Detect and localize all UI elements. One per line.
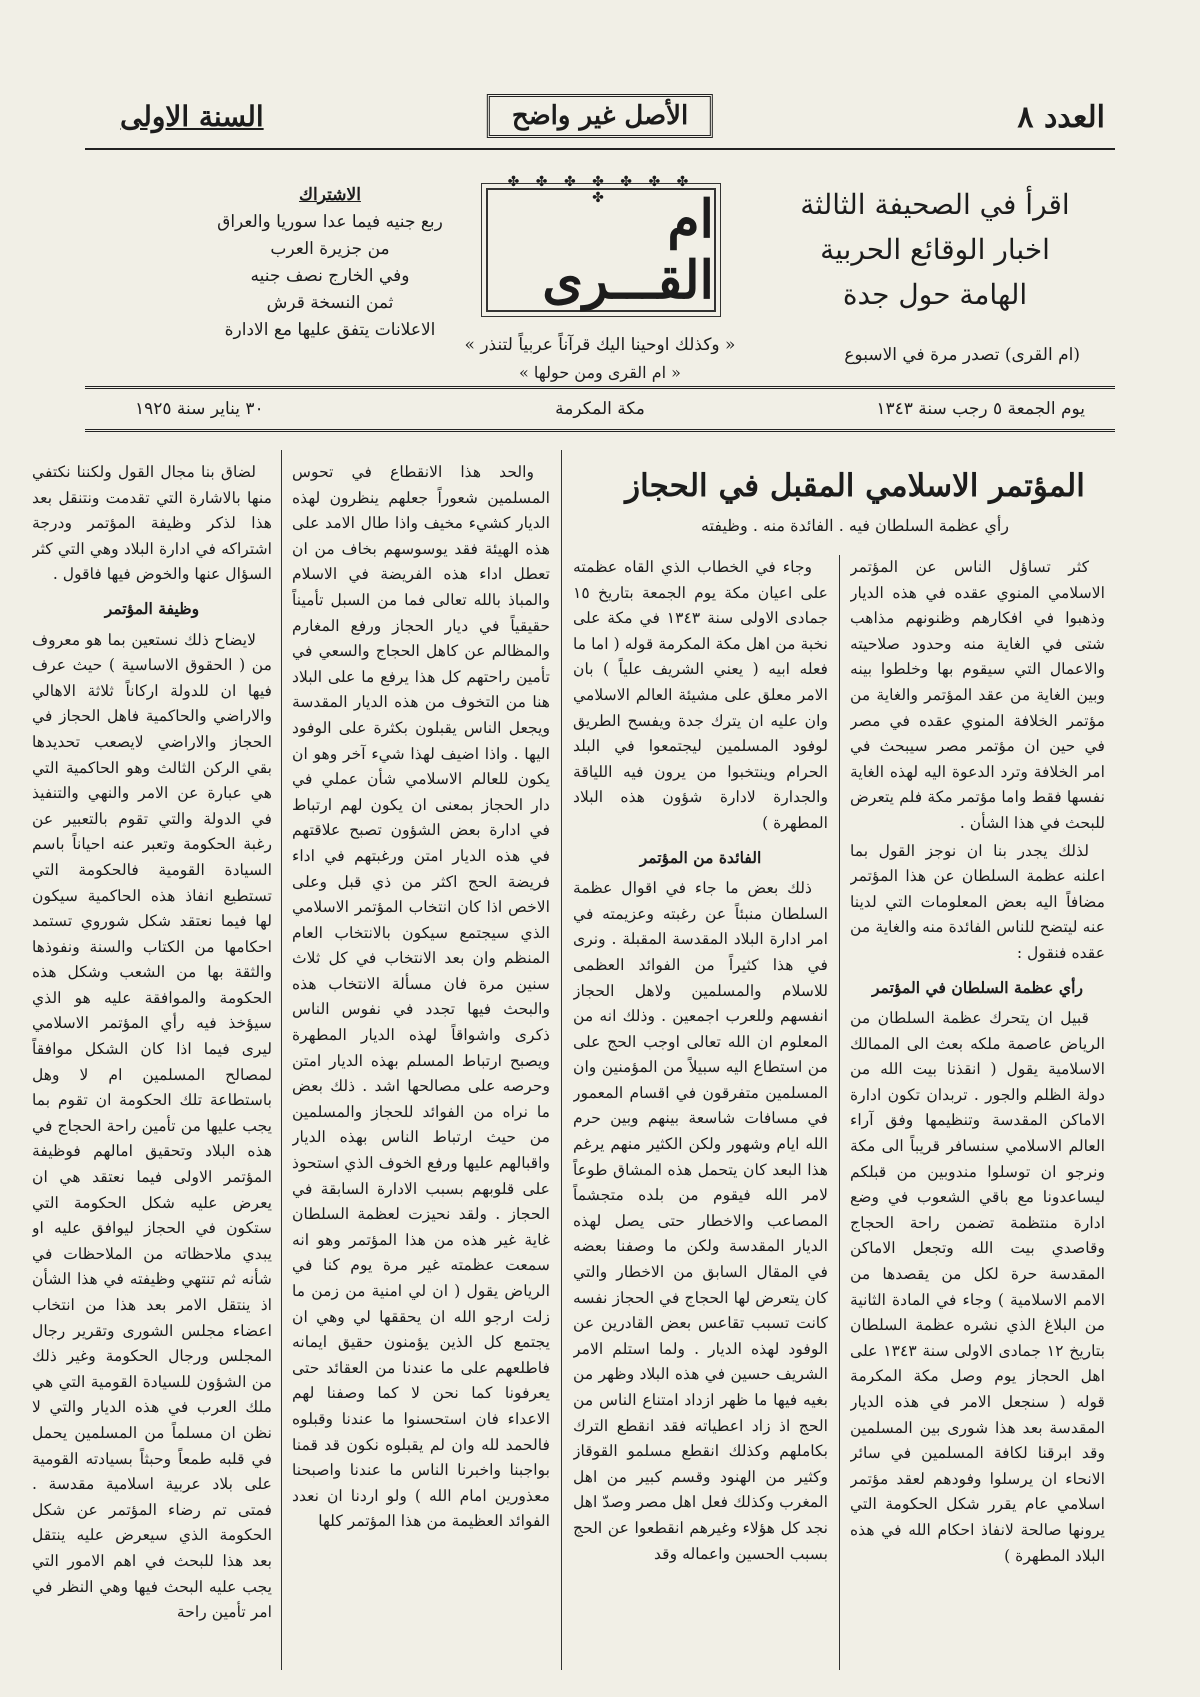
paragraph: لذلك يجدر بنا ان نوجز القول بما اعلنه عظمة السلطان عن هذا المؤتمر مضافاً اليه بعض المعلومات التي لدينا عنه ليتضح للناس الفائدة منه والغاية من عقده فنقول :	[850, 841, 1105, 962]
motto-line: « وكذلك اوحينا اليك قرآناً عربياً لتنذر »	[464, 335, 736, 355]
promo-line: اقرأ في الصحيفة الثالثة	[800, 188, 1070, 221]
subscription-box	[150, 182, 510, 344]
header-rule	[85, 148, 1115, 150]
subscription-line: وفي الخارج نصف جنيه	[250, 266, 410, 286]
subscription-heading: الاشتراك	[299, 185, 361, 205]
subscription-line: ثمن النسخة قرش	[266, 293, 394, 313]
article-column-1	[850, 555, 1105, 1670]
dateline-hijri: يوم الجمعة ٥ رجب سنة ١٣٤٣	[876, 399, 1085, 419]
article-headline: المؤتمر الاسلامي المقبل في الحجاز	[625, 468, 1085, 504]
article-column-3	[292, 460, 550, 1670]
section-subhead: رأي عظمة السلطان في المؤتمر	[872, 977, 1083, 997]
masthead-frame	[486, 174, 716, 312]
masthead-title: ام القـــرى	[542, 189, 714, 311]
section-subhead: الفائدة من المؤتمر	[639, 847, 762, 867]
article-column-2	[573, 555, 828, 1670]
paragraph: ذلك بعض ما جاء في اقوال عظمة السلطان منبئاً عن رغبته وعزيمته في امر ادارة البلاد المقدسة المقبلة . ونرى في هذا كثيراً من الفوائد العظمى للاسلام والمسلمين ولاهل الحجاز انفسهم وللعرب اجمعين . وذلك انه من المعلوم ان الله تعالى اوجب الحج على من استطاع اليه سبيلاً من المؤمنين وان المسلمين متفرقون في اقسام المعمور في مسافات شاسعة بينهم وبين حرم الله ايام وشهور ولكن الكثير منهم يرغم هذا البعد كان يتحمل هذه المشاق طوعاً لامر الله فيقوم من بلده متجشماً المصاعب والاخطار حتى يصل لهذه الديار المقدسة ولكن ما وصفنا بعضه في المقال السابق من الاخطار والتي كان يتعرض لها الحجاج في الحجاز نفسه كانت تسبب تقاعس بعض القادرين عن الوفود لهذه الديار . ولما استلم الامر الشريف حسين في هذه البلاد وظهر من بغيه فيها ما ظهر ازداد امتناع الناس من الحج اذ زاد اعطياته فقد انقطع الترك بكاملهم وكذلك انقطع مسلمو القوقاز وكثير من الهنود وقسم كبير من اهل المغرب وكذلك فعل اهل مصر وصدّ اهل نجد كل هؤلاء وغيرهم انقطعوا عن الحج بسبب الحسين واعماله وقد	[573, 879, 828, 1563]
promo-box	[770, 182, 1100, 317]
paragraph: قبيل ان يتحرك عظمة السلطان من الرياض عاصمة ملكه بعث الى الممالك الاسلامية يقول ( انقذنا بيت الله من دولة الظلم والجور . تربدان تكون ادارة الاماكن المقدسة وتنظيمها وفق آراء العالم الاسلامي سنسافر قريباً الى مكة ونرجو ان توسلوا مندوبين من قبلكم ليساعدونا مع باقي الشعوب في وضع ادارة منتظمة تضمن راحة الحجاج وقاصدي بيت الله وتجعل الاماكن المقدسة حرة لكل من يقصدها من الامم الاسلامية ) وجاء في المادة الثانية من البلاغ الذي نشره عظمة السلطان بتاريخ ١٢ جمادى الاولى سنة ١٣٤٣ على اهل الحجاز يوم وصل مكة المكرمة قوله ( سنجعل الامر في هذه الديار المقدسة بعد هذا شورى بين المسلمين وقد ابرقنا لكافة المسلمين في سائر الانحاء ان يرسلوا وفودهم لعقد مؤتمر اسلامي عام يقرر شكل الحكومة التي يرونها صالحة لانفاذ احكام الله في هذه البلاد المطهرة )	[850, 1009, 1105, 1565]
masthead-ornament: ✤ ✤ ✤ ✤ ✤ ✤ ✤ ✤	[507, 174, 695, 206]
issue-number: العدد ٨	[1017, 100, 1105, 135]
dateline-place: مكة المكرمة	[555, 399, 645, 419]
paragraph: وجاء في الخطاب الذي القاه عظمته على اعيان مكة يوم الجمعة بتاريخ ١٥ جمادى الاولى سنة ١٣٤٣ في مكة على نخبة من اهل مكة المكرمة قوله ( اما ما فعله ابيه ( يعني الشريف علياً ) بان الامر معلق على مشيئة العالم الاسلامي وان عليه ان يترك جدة ويفسح الطريق لوفود المسلمين ليجتمعوا في البلد الحرام وينتخبوا من يرون فيه اللياقة والجدارة لادارة شؤون هذه البلاد المطهرة )	[573, 558, 828, 832]
paragraph: كثر تساؤل الناس عن المؤتمر الاسلامي المنوي عقده في هذه الديار وذهبوا في افكارهم وظنونهم مذاهب شتى في الغاية منه وحدود صلاحيته والاعمال التي سيقوم بها وخلطوا بينه وبين الغاية من عقد المؤتمر والغاية من مؤتمر الخلافة المنوي عقده في مصر في حين ان مؤتمر مصر سيبحث في امر الخلافة وترد الدعوة اليه لهذه الغاية نفسها فقط واما مؤتمر مكة فلم يتعرض للبحث في هذا الشأن .	[850, 558, 1105, 832]
paragraph: والحد هذا الانقطاع في تحوس المسلمين شعوراً جعلهم ينظرون لهذه الديار كشيء مخيف واذا طال الامد على هذه الهيئة فقد يوسوسهم بخاف من ان تعطل اداء هذه الفريضة في الاسلام والمباذ بالله تعالى فما من السبل تأميناً حقيقياً في ديار الحجاز ورفع المغارم والمظالم عن كاهل الحجاج والسعي في تأمين راحتهم كل هذا يرفع ما على البلاد هنا من التخوف من هذه الديار المقدسة ويجعل الناس يقبلون بكثرة على الوفود اليها . واذا اضيف لهذا شيء آخر وهو ان يكون للعالم الاسلامي شأن عملي في دار الحجاز بمعنى ان يكون لهم ارتباط في ادارة بعض الشؤون تصبح علاقتهم في هذه الديار امتن ورغبتهم في اداء فريضة الحج اكثر من ذي قبل وعلى الاخص اذا كان انتخاب المؤتمر الاسلامي الذي سيجتمع سيكون بالانتخاب العام المنظم وان بعد الانتخاب في كل ثلاث سنين مرة فان مسألة الانتخاب هذه والبحث فيها تجدد في نفوس الناس ذكرى واشواقاً لهذه الديار المطهرة ويصبح ارتباط المسلم بهذه الديار امتن وحرصه على مصالحها اشد . ذلك بعض ما نراه من الفوائد للحجاز والمسلمين من حيث ارتباط الناس بهذه الديار واقبالهم عليها ورفع الخوف الذي استحوذ على قلوبهم بسبب الادارة السابقة في الحجاز . ولقد نحيزت لعظمة السلطان غاية غير هذه من هذا المؤتمر وهو انه سمعت عظمته غير مرة يوم كنا في الرياض يقول ( ان لي امنية من زمن ما زلت ارجو الله ان يحققها لي وهي ان يجتمع كل الذين يؤمنون حقيق ايمانه فاطلعهم على ما عندنا من العقائد حتى يعرفونا كما نحن لا كما وصفنا لهم الاعداء فان استحسنوا ما عندنا وقبلوه فالحمد لله وان لم يقبلوه نكون قد قمنا بواجبنا واخبرنا الناس ما عندنا واصبحنا معذورين امام الله ) ولو اردنا ان نعدد الفوائد العظيمة من هذا المؤتمر كلها	[292, 463, 550, 1531]
column-divider	[561, 450, 562, 1670]
article-column-4	[32, 460, 272, 1670]
paragraph: لايضاح ذلك نستعين بما هو معروف من ( الحقوق الاساسية ) حيث عرف فيها ان للدولة اركاناً ثلاثة الاهالي والاراضي والحاكمية فاهل الحجاز في الحجاز والاراضي لايصعب تحديدها بقي الركن الثالث وهو الحاكمية التي هي عبارة عن الامر والنهي والتنفيذ في الدولة والتي تقوم بالتعبير عن رغبة الحكومة وتعبر عنه احياناً باسم السيادة القومية فالحكومة التي تستطيع انفاذ هذه الحاكمية سيكون لها فيما نعتقد شكل شوروي تستمد احكامها من الكتاب والسنة ونفوذها والثقة بها من الشعب وشكل هذه الحكومة والموافقة عليه هو الذي سيؤخذ فيه رأي المؤتمر الاسلامي ليرى فيما اذا كان الشكل موافقاً لمصالح المسلمين ام لا وهل باستطاعة تلك الحكومة ان تقوم بما يجب عليها من تأمين راحة الحجاج في هذه البلاد وتحقيق امالهم فوظيفة المؤتمر الاولى فيما نعتقد هي ان يعرض عليه شكل الحكومة التي ستكون في الحجاز ليوافق عليه او يبدي ملاحظاته من الملاحظات في شأنه ثم تنتهي وظيفته في هذا الشأن اذ ينتقل الامر بعد هذا من انتخاب اعضاء مجلس الشورى وتقرير رجال المجلس ورجال الحكومة وغير ذلك من الشؤون للسيادة القومية التي هي ملك العرب في هذه الديار والتي لا نظن ان مسلماً من المسلمين يحمل في قلبه طمعاً وحبثاً بسيادته القومية على بلاد عربية اسلامية مقدسة . فمتى تم رضاء المؤتمر عن شكل الحكومة الذي سيعرض عليه ينتقل بعد هذا للبحث في اهم الامور التي يجب عليه البحث فيها وهي النظر في امر تأمين راحة	[32, 630, 272, 1622]
motto-line-2: « ام القرى ومن حولها »	[519, 363, 681, 382]
article-deck: رأي عظمة السلطان فيه . الفائدة منه . وظيفته	[700, 516, 1010, 535]
subscription-line: الاعلانات يتفق عليها مع الادارة	[224, 320, 436, 340]
column-divider	[281, 450, 282, 1670]
promo-line: الهامة حول جدة	[842, 278, 1028, 311]
column-divider	[839, 555, 840, 1670]
promo-line: اخبار الوقائع الحربية	[820, 233, 1050, 266]
dateline-gregorian: ٣٠ يناير سنة ١٩٢٥	[135, 399, 264, 419]
original-unclear-stamp: الأصل غير واضح	[487, 94, 713, 138]
dateline	[85, 386, 1115, 432]
subscription-line: ربع جنيه فيما عدا سوريا والعراق	[217, 212, 443, 232]
publication-frequency: (ام القرى) تصدر مرة في الاسبوع	[844, 345, 1080, 365]
section-subhead: وظيفة المؤتمر	[104, 598, 200, 618]
volume-year: السنة الاولى	[120, 100, 264, 133]
subscription-line: من جزيرة العرب	[270, 239, 390, 259]
paragraph: لضاق بنا مجال القول ولكننا نكتفي منها بالاشارة التي تقدمت ونتنقل بعد هذا لذكر وظيفة المؤتمر ودرجة اشتراكه في ادارة البلاد وهي التي كثر السؤال عنها والخوض فيها فاقول .	[32, 463, 272, 584]
